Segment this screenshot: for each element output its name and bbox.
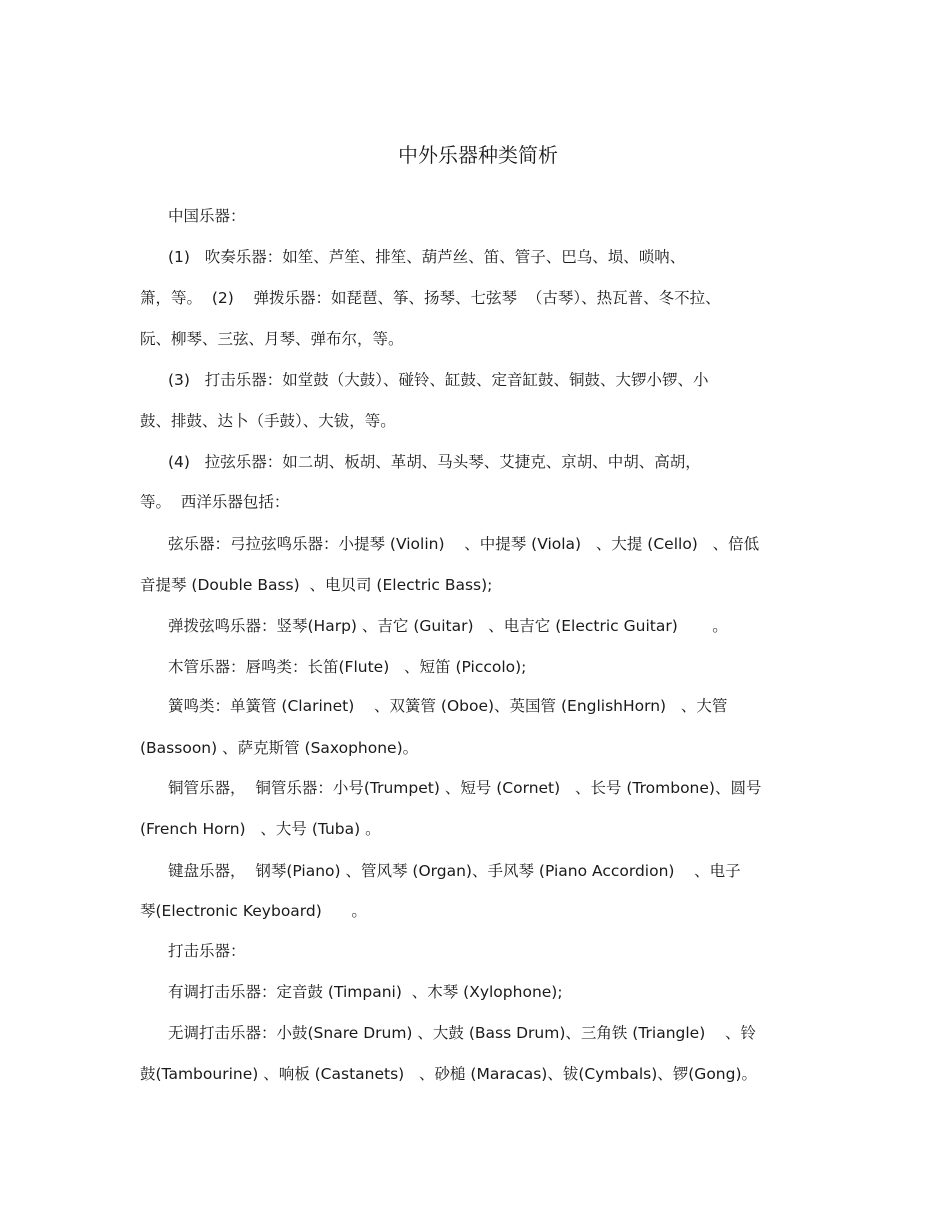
paragraph-line: 木管乐器：唇鸣类：长笛(Flute) 、短笛 (Piccolo); bbox=[168, 658, 527, 676]
paragraph-line: (Bassoon) 、萨克斯管 (Saxophone)。 bbox=[140, 739, 419, 757]
document-title: 中外乐器种类简析 bbox=[398, 143, 558, 167]
paragraph-line: 中国乐器： bbox=[168, 207, 246, 225]
paragraph-line: (1) 吹奏乐器：如笙、芦笙、排笙、葫芦丝、笛、管子、巴乌、埙、唢呐、 bbox=[168, 248, 686, 266]
paragraph-line: 弦乐器：弓拉弦鸣乐器：小提琴 (Violin) 、中提琴 (Viola) 、大提 (Cello) 、倍低 bbox=[168, 535, 760, 553]
paragraph-line: 打击乐器： bbox=[168, 942, 246, 960]
paragraph-line: 琴(Electronic Keyboard) 。 bbox=[140, 902, 367, 920]
paragraph-line: (French Horn) 、大号 (Tuba) 。 bbox=[140, 820, 381, 838]
paragraph-line: 弹拨弦鸣乐器：竖琴(Harp) 、吉它 (Guitar) 、电吉它 (Electric Guitar) 。 bbox=[168, 617, 728, 635]
paragraph-line: 鼓、排鼓、达卜（手鼓）、大钹，等。 bbox=[140, 412, 396, 430]
paragraph-line: 铜管乐器， 铜管乐器：小号(Trumpet) 、短号 (Cornet) 、长号 (Trombone)、圆号 bbox=[168, 779, 762, 797]
paragraph-line: 键盘乐器， 钢琴(Piano) 、管风琴 (Organ)、手风琴 (Piano Accordion) 、电子 bbox=[168, 862, 741, 880]
paragraph-line: 有调打击乐器：定音鼓 (Timpani) 、木琴 (Xylophone); bbox=[168, 983, 563, 1001]
paragraph-line: 音提琴 (Double Bass) 、电贝司 (Electric Bass); bbox=[140, 576, 493, 594]
paragraph-line: 鼓(Tambourine) 、响板 (Castanets) 、砂槌 (Maracas)、钹(Cymbals)、锣(Gong)。 bbox=[140, 1065, 758, 1083]
paragraph-line: 无调打击乐器：小鼓(Snare Drum) 、大鼓 (Bass Drum)、三角铁 (Triangle) 、铃 bbox=[168, 1024, 756, 1042]
paragraph-line: (3) 打击乐器：如堂鼓（大鼓）、碰铃、缸鼓、定音缸鼓、铜鼓、大锣小锣、小 bbox=[168, 371, 709, 389]
paragraph-line: 簧鸣类：单簧管 (Clarinet) 、双簧管 (Oboe)、英国管 (EnglishHorn) 、大管 bbox=[168, 697, 728, 715]
paragraph-line: 等。 西洋乐器包括： bbox=[140, 493, 290, 511]
paragraph-line: (4) 拉弦乐器：如二胡、板胡、革胡、马头琴、艾捷克、京胡、中胡、高胡， bbox=[168, 453, 701, 471]
paragraph-line: 箫，等。 (2) 弹拨乐器：如琵琶、筝、扬琴、七弦琴 （古琴）、热瓦普、冬不拉、 bbox=[140, 289, 721, 307]
paragraph-line: 阮、柳琴、三弦、月琴、弹布尔，等。 bbox=[140, 330, 404, 348]
